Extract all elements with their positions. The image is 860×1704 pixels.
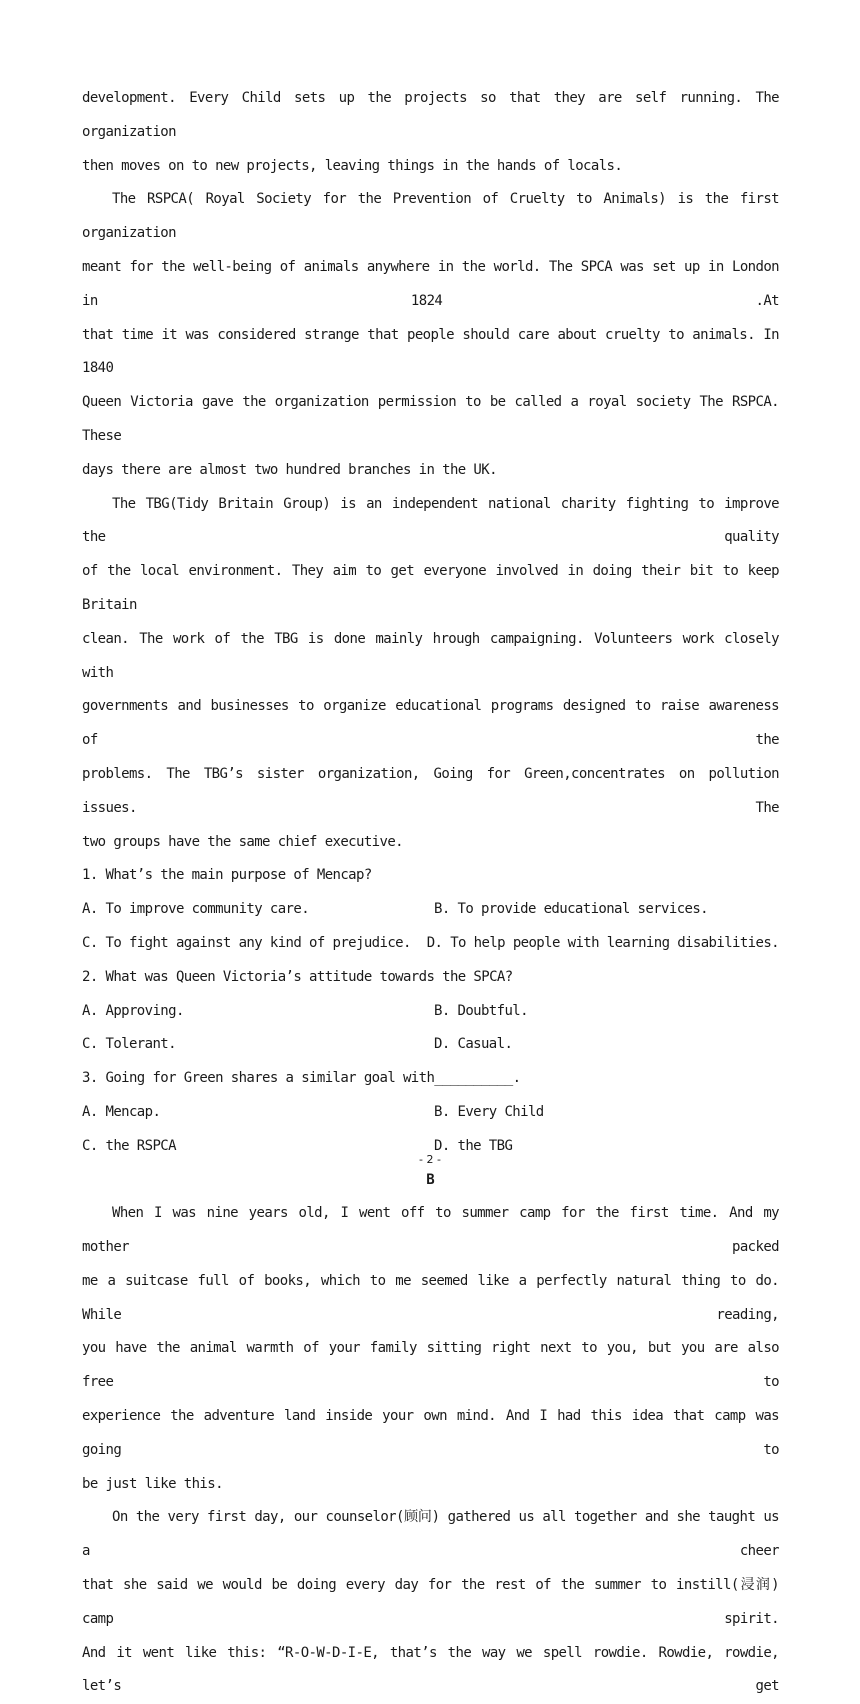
question-stem: 1. What’s the main purpose of Mencap? <box>82 867 372 884</box>
passage-b <box>82 1197 779 1704</box>
question-list <box>82 859 779 1163</box>
text-line: problems. The TBG’s sister organization, Going for Green,concentrates on pollution issues. The <box>82 765 779 816</box>
answer-option: C. the RSPCA <box>82 1137 176 1154</box>
text-line: And it went like this: “R-O-W-D-I-E, that’s the way we spell rowdie. Rowdie, rowdie, let’s get <box>82 1644 779 1695</box>
text-line: then moves on to new projects, leaving things in the hands of locals. <box>82 157 623 174</box>
section-heading: B <box>426 1171 435 1188</box>
answer-option: D. the TBG <box>434 1137 513 1154</box>
text-line: be just like this. <box>82 1475 223 1492</box>
passage-a <box>82 82 779 859</box>
text-line: When I was nine years old, I went off to summer camp for the first time. And my mother packed <box>82 1205 779 1256</box>
text-line: clean. The work of the TBG is done mainly hrough campaigning. Volunteers work closely with <box>82 630 779 681</box>
text-line: development. Every Child sets up the projects so that they are self running. The organization <box>82 90 779 140</box>
text-line: of the local environment. They aim to get everyone involved in doing their bit to keep Britain <box>82 563 779 613</box>
option-row <box>82 1096 779 1130</box>
text-line: The TBG(Tidy Britain Group) is an independent national charity fighting to improve the quality <box>82 495 779 546</box>
option-row <box>82 1028 779 1062</box>
text-line: that time it was considered strange that people should care about cruelty to animals. In 1840 <box>82 326 779 377</box>
question-stem: 2. What was Queen Victoria’s attitude towards the SPCA? <box>82 968 513 985</box>
answer-option: A. Mencap. <box>82 1103 161 1120</box>
text-line: you have the animal warmth of your family sitting right next to you, but you are also free to <box>82 1340 779 1391</box>
answer-option: C. To fight against any kind of prejudice. <box>82 934 411 951</box>
text-line: that she said we would be doing every day for the rest of the summer to instill(浸润) camp spirit. <box>82 1577 779 1627</box>
option-row <box>82 995 779 1029</box>
option-row <box>82 927 779 961</box>
answer-option: D. To help people with learning disabilities. <box>426 934 779 951</box>
option-row <box>82 893 779 927</box>
answer-option: B. To provide educational services. <box>434 901 709 918</box>
answer-option: A. Approving. <box>82 1002 184 1019</box>
page-body <box>82 82 779 1704</box>
text-line: meant for the well-being of animals anywhere in the world. The SPCA was set up in London in 1824 .At <box>82 258 779 309</box>
answer-option: B. Doubtful. <box>434 1002 528 1019</box>
answer-option: D. Casual. <box>434 1036 513 1053</box>
text-line: experience the adventure land inside your own mind. And I had this idea that camp was going to <box>82 1408 779 1458</box>
text-line: me a suitcase full of books, which to me seemed like a perfectly natural thing to do. While reading, <box>82 1272 779 1323</box>
question-stem: 3. Going for Green shares a similar goal with__________. <box>82 1070 521 1087</box>
page-number: - 2 - <box>419 1153 441 1166</box>
text-line: governments and businesses to organize educational programs designed to raise awareness of the <box>82 698 779 749</box>
answer-option: C. Tolerant. <box>82 1036 176 1053</box>
text-line: Queen Victoria gave the organization permission to be called a royal society The RSPCA. These <box>82 394 779 444</box>
answer-option: A. To improve community care. <box>82 901 310 918</box>
text-line: On the very first day, our counselor(顾问) gathered us all together and she taught us a cheer <box>82 1509 779 1560</box>
text-line: The RSPCA( Royal Society for the Prevention of Cruelty to Animals) is the first organization <box>82 191 779 242</box>
text-line: days there are almost two hundred branches in the UK. <box>82 461 497 478</box>
text-line: two groups have the same chief executive. <box>82 833 403 850</box>
answer-option: B. Every Child <box>434 1103 544 1120</box>
